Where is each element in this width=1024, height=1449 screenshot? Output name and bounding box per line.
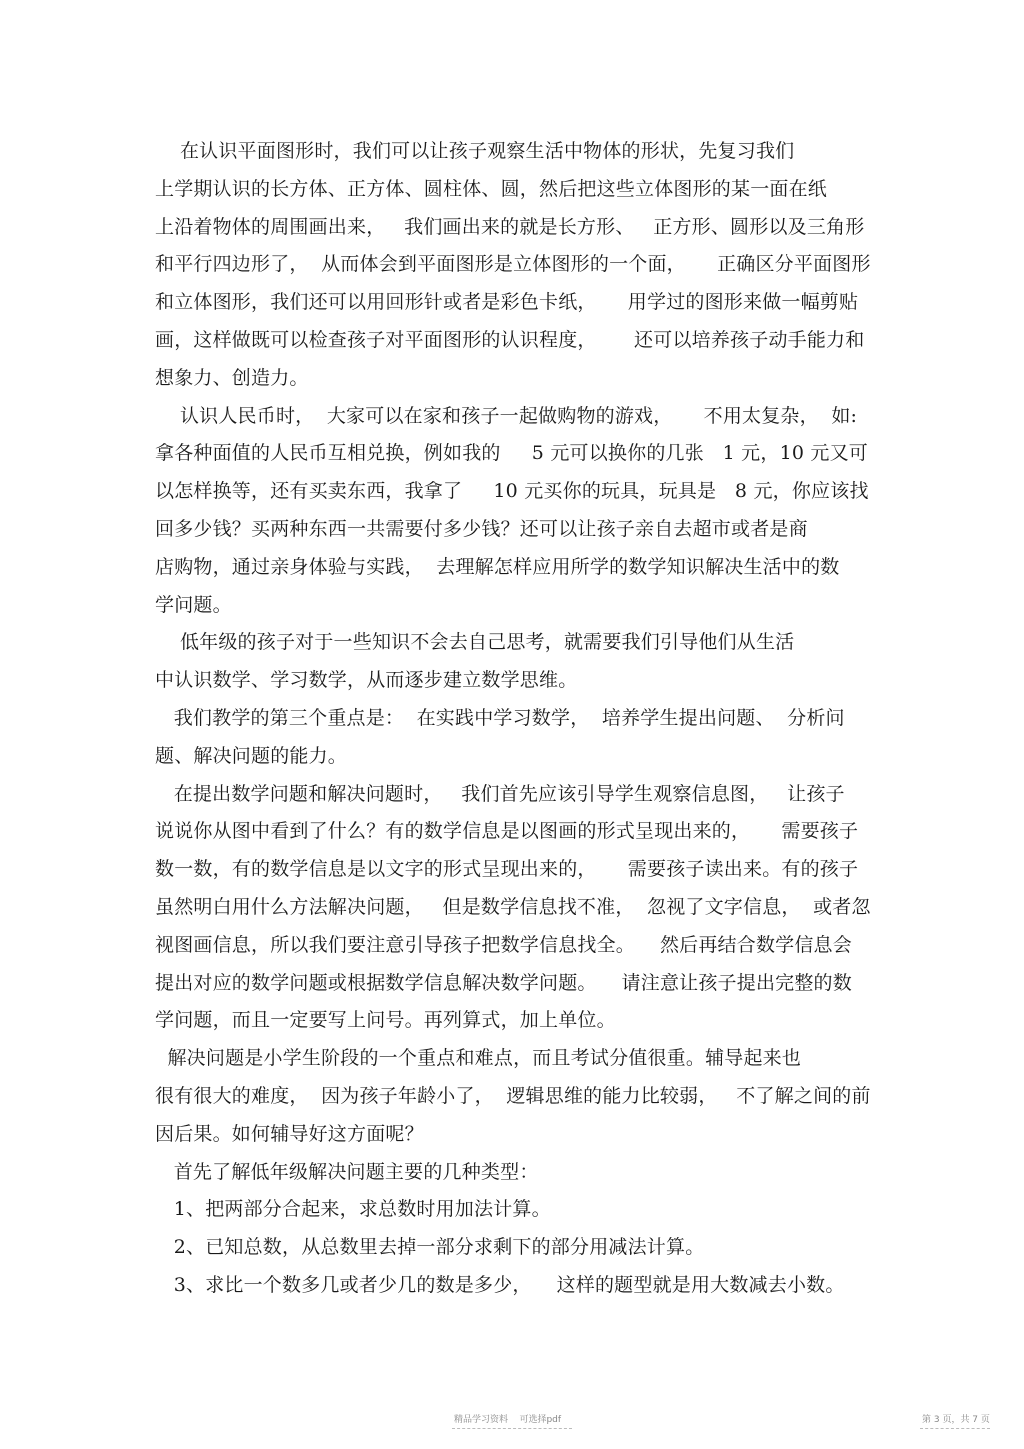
paragraph-line: 认识人民币时， 大家可以在家和孩子一起做购物的游戏， 不用太复杂， 如: xyxy=(155,404,858,427)
paragraph-line: 和平行四边形了， 从而体会到平面图形是立体图形的一个面， 正确区分平面图形 xyxy=(155,253,871,276)
footer-divider xyxy=(920,1428,990,1429)
paragraph-line: 因后果。如何辅导好这方面呢？ xyxy=(155,1122,424,1145)
paragraph-line: 和立体图形，我们还可以用回形针或者是彩色卡纸， 用学过的图形来做一幅剪贴 xyxy=(155,291,859,314)
paragraph-line: 低年级的孩子对于一些知识不会去自己思考，就需要我们引导他们从生活 xyxy=(155,631,795,654)
paragraph-line: 拿各种面值的人民币互相兑换，例如我的 5 元可以换你的几张 1 元，10 元又可 xyxy=(155,442,868,465)
paragraph-line: 回多少钱？买两种东西一共需要付多少钱？还可以让孩子亲自去超市或者是商 xyxy=(155,517,808,540)
paragraph-line: 首先了解低年级解决问题主要的几种类型： xyxy=(155,1160,539,1183)
footer-divider xyxy=(452,1428,572,1429)
paragraph-line: 2、已知总数，从总数里去掉一部分求剩下的部分用减法计算。 xyxy=(155,1236,705,1259)
paragraph-line: 我们教学的第三个重点是： 在实践中学习数学， 培养学生提出问题、 分析问 xyxy=(155,706,845,729)
paragraph-line: 3、求比一个数多几或者少几的数是多少， 这样的题型就是用大数减去小数。 xyxy=(155,1273,845,1296)
paragraph-line: 中认识数学、学习数学，从而逐步建立数学思维。 xyxy=(155,669,578,692)
paragraph-line: 以怎样换等，还有买卖东西，我拿了 10 元买你的玩具，玩具是 8 元，你应该找 xyxy=(155,480,869,503)
paragraph-line: 视图画信息，所以我们要注意引导孩子把数学信息找全。 然后再结合数学信息会 xyxy=(155,933,852,956)
paragraph-line: 虽然明白用什么方法解决问题， 但是数学信息找不准， 忽视了文字信息， 或者忽 xyxy=(155,895,871,918)
paragraph-line: 题、解决问题的能力。 xyxy=(155,744,348,767)
paragraph-line: 在提出数学问题和解决问题时， 我们首先应该引导学生观察信息图， 让孩子 xyxy=(155,782,845,805)
paragraph-line: 上沿着物体的周围画出来， 我们画出来的就是长方形、 正方形、圆形以及三角形 xyxy=(155,215,865,238)
paragraph-line: 学问题，而且一定要写上问号。再列算式，加上单位。 xyxy=(155,1009,616,1032)
paragraph-line: 1、把两部分合起来，求总数时用加法计算。 xyxy=(155,1198,551,1221)
document-body xyxy=(155,133,869,1305)
paragraph-line: 上学期认识的长方体、正方体、圆柱体、圆，然后把这些立体图形的某一面在纸 xyxy=(155,177,828,200)
paragraph-line: 数一数，有的数学信息是以文字的形式呈现出来的， 需要孩子读出来。有的孩子 xyxy=(155,858,859,881)
paragraph-line: 在认识平面图形时，我们可以让孩子观察生活中物体的形状，先复习我们 xyxy=(155,140,795,162)
paragraph-line: 解决问题是小学生阶段的一个重点和难点，而且考试分值很重。辅导起来也 xyxy=(155,1047,802,1070)
paragraph-line: 很有很大的难度， 因为孩子年龄小了， 逻辑思维的能力比较弱， 不了解之间的前 xyxy=(155,1084,871,1107)
paragraph-line: 说说你从图中看到了什么？有的数学信息是以图画的形式呈现出来的， 需要孩子 xyxy=(155,820,859,843)
paragraph-line: 学问题。 xyxy=(155,593,232,616)
page-number: 第 3 页，共 7 页 xyxy=(922,1415,990,1425)
paragraph-line: 店购物，通过亲身体验与实践， 去理解怎样应用所学的数学知识解决生活中的数 xyxy=(155,555,840,578)
paragraph-line: 画，这样做既可以检查孩子对平面图形的认识程度， 还可以培养孩子动手能力和 xyxy=(155,328,865,351)
footer-watermark: 精品学习资料 可选择pdf xyxy=(454,1415,562,1425)
paragraph-line: 提出对应的数学问题或根据数学信息解决数学问题。 请注意让孩子提出完整的数 xyxy=(155,971,852,994)
paragraph-line: 想象力、创造力。 xyxy=(155,366,309,389)
